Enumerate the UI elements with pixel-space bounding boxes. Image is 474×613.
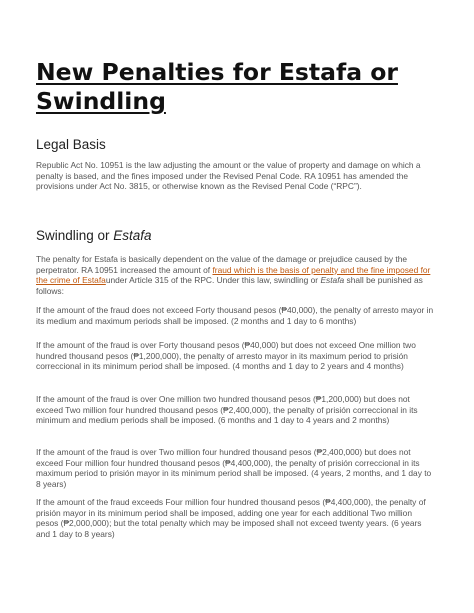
- penalty-rule-2: If the amount of the fraud is over Forty thousand pesos (₱40,000) but does not exceed One million two hundred thousand pesos (₱1,200,000), the penalty of arresto mayor in its maximum period to prisión correccional in its minimum period shall be imposed. (4 months and 1 day to 2 years and 4 months): [36, 340, 416, 372]
- page-title: New Penalties for Estafa or Swindling: [36, 58, 398, 115]
- penalty-rule-3: If the amount of the fraud is over One million two hundred thousand pesos (₱1,200,000) but does not exceed Two million four hundred thousand pesos (₱2,400,000), the penalty of prisión correccional in its minimum and medium periods shall be imposed. (6 months and 1 day to 4 years and 2 months): [36, 394, 418, 426]
- swindling-heading-italic: Estafa: [113, 228, 152, 243]
- penalty-rule-4: If the amount of the fraud is over Two million four hundred thousand pesos (₱2,400,000) but does not exceed Four million four hundred thousand pesos (₱4,400,000), the penalty of prisión correccional in its maximum period to prisión mayor in its minimum period shall be imposed. (4 years, 2 months, and 1 day to 8 years): [36, 447, 432, 490]
- penalty-rule-5: If the amount of the fraud exceeds Four million four hundred thousand pesos (₱4,400,000), the penalty of prisión mayor in its minimum period shall be imposed, adding one year for each additional Two million pesos (₱2,000,000); but the total penalty which may be imposed shall not exceed twenty years. (6 years and 1 day to 8 years): [36, 497, 426, 540]
- swindling-heading-prefix: Swindling or: [36, 228, 114, 243]
- estafa-intro-italic: Estafa: [320, 275, 345, 286]
- swindling-heading: [36, 228, 152, 243]
- fraud-basis-link[interactable]: fraud which is the basis of penalty and the fine imposed for the crime of Estafa: [36, 264, 431, 286]
- penalty-rule-1: If the amount of the fraud does not exceed Forty thousand pesos (₱40,000), the penalty of arresto mayor in its medium and maximum periods shall be imposed. (2 months and 1 day to 6 months): [36, 305, 434, 326]
- estafa-intro-text-b: under Article 315 of the RPC. Under this law, swindling or: [105, 275, 321, 286]
- legal-basis-paragraph: Republic Act No. 10951 is the law adjusting the amount or the value of property and damage on which a penalty is based, and the fines imposed under the Revised Penal Code. RA 10951 has amended the provisions under Act No. 3815, or otherwise known as the Revised Penal Code (“RPC”).: [36, 160, 421, 192]
- legal-basis-heading: Legal Basis: [36, 137, 106, 152]
- estafa-intro-paragraph: [36, 254, 436, 297]
- estafa-intro-text-c: shall be punished as follows:: [36, 275, 423, 297]
- estafa-intro-text-a: The penalty for Estafa is basically dependent on the value of the damage or prejudice caused by the perpetrator. RA 10951 increased the amount of: [36, 254, 408, 275]
